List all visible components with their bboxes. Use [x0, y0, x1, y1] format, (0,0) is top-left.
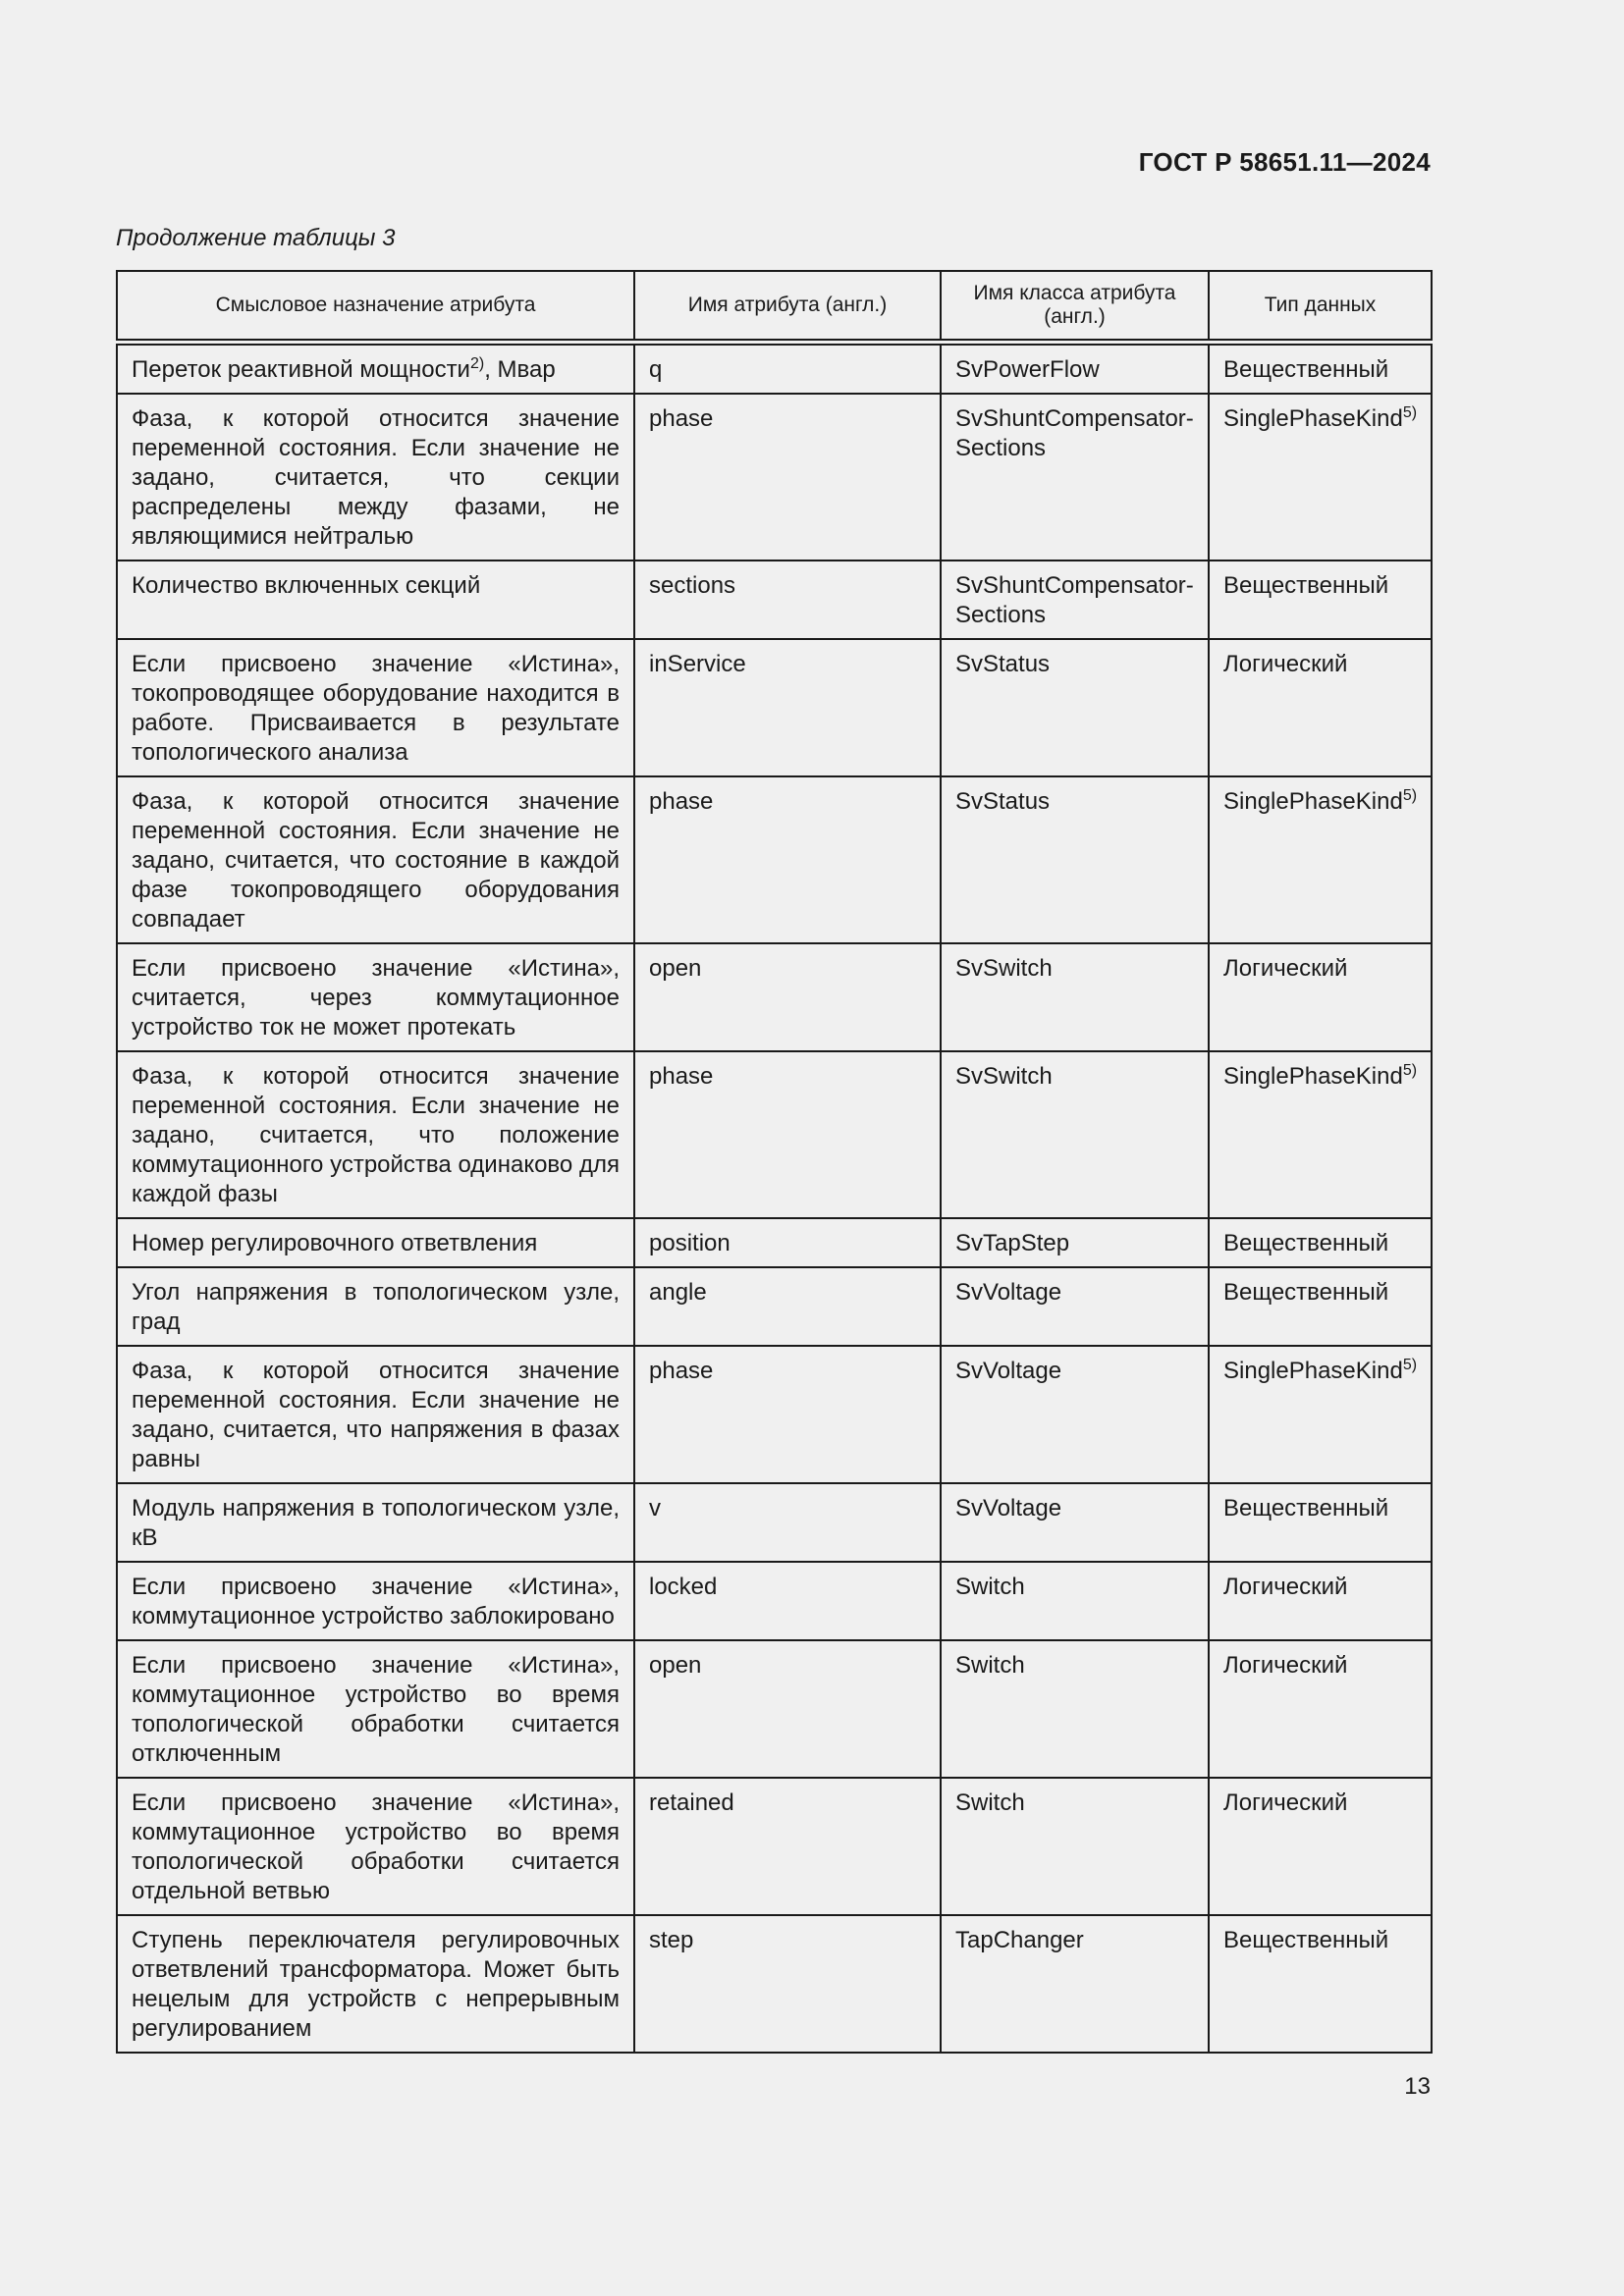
cell-data-type: Вещественный — [1209, 1915, 1432, 2053]
cell-description: Переток реактивной мощности$^{2)}$, Мвар — [117, 342, 634, 394]
cell-data-type: SinglePhaseKind$^{5)}$ — [1209, 1346, 1432, 1483]
cell-description: Фаза, к которой относится значение переменной состояния. Если значение не задано, считается, что положение коммутационного устройства одинаково для каждой фазы — [117, 1051, 634, 1218]
table-row — [117, 943, 1432, 1051]
cell-data-type: SinglePhaseKind$^{5)}$ — [1209, 394, 1432, 561]
cell-attribute-class: SvSwitch — [941, 943, 1209, 1051]
cell-attribute-name: step — [634, 1915, 941, 2053]
cell-attribute-class: SvStatus — [941, 639, 1209, 776]
cell-attribute-name: phase — [634, 776, 941, 943]
cell-attribute-class: SvVoltage — [941, 1346, 1209, 1483]
cell-attribute-class: SvShuntCompensator-Sections — [941, 394, 1209, 561]
cell-data-type: Логический — [1209, 1778, 1432, 1915]
table-row — [117, 1267, 1432, 1346]
table-row — [117, 1218, 1432, 1267]
cell-description: Фаза, к которой относится значение переменной состояния. Если значение не задано, считается, что секции распределены между фазами, не являющимися нейтралью — [117, 394, 634, 561]
cell-data-type: SinglePhaseKind$^{5)}$ — [1209, 776, 1432, 943]
table-body — [117, 342, 1432, 2053]
cell-data-type: Вещественный — [1209, 1218, 1432, 1267]
cell-attribute-name: open — [634, 1640, 941, 1778]
cell-data-type: SinglePhaseKind$^{5)}$ — [1209, 1051, 1432, 1218]
cell-attribute-name: inService — [634, 639, 941, 776]
cell-description: Если присвоено значение «Истина», коммутационное устройство заблокировано — [117, 1562, 634, 1640]
cell-attribute-class: SvTapStep — [941, 1218, 1209, 1267]
cell-attribute-name: retained — [634, 1778, 941, 1915]
cell-data-type: Вещественный — [1209, 1483, 1432, 1562]
cell-description: Ступень переключателя регулировочных ответвлений трансформатора. Может быть нецелым для устройств с непрерывным регулированием — [117, 1915, 634, 2053]
cell-description: Количество включенных секций — [117, 561, 634, 639]
cell-description: Номер регулировочного ответвления — [117, 1218, 634, 1267]
cell-attribute-name: locked — [634, 1562, 941, 1640]
cell-description: Фаза, к которой относится значение переменной состояния. Если значение не задано, считается, что напряжения в фазах равны — [117, 1346, 634, 1483]
cell-attribute-class: TapChanger — [941, 1915, 1209, 2053]
table-row — [117, 1778, 1432, 1915]
cell-attribute-name: phase — [634, 1051, 941, 1218]
cell-data-type: Логический — [1209, 1562, 1432, 1640]
cell-attribute-name: phase — [634, 394, 941, 561]
cell-data-type: Вещественный — [1209, 342, 1432, 394]
table-row — [117, 776, 1432, 943]
cell-attribute-class: SvStatus — [941, 776, 1209, 943]
cell-description: Угол напряжения в топологическом узле, град — [117, 1267, 634, 1346]
page-number: 13 — [1404, 2073, 1431, 2100]
table-header-row — [117, 271, 1432, 342]
table-row — [117, 1051, 1432, 1218]
table-continuation-label: Продолжение таблицы 3 — [116, 225, 396, 251]
cell-data-type: Логический — [1209, 1640, 1432, 1778]
table-row — [117, 342, 1432, 394]
cell-data-type: Логический — [1209, 639, 1432, 776]
document-standard-number: ГОСТ Р 58651.11—2024 — [1138, 147, 1431, 177]
cell-description: Если присвоено значение «Истина», коммутационное устройство во время топологической обработки считается отключенным — [117, 1640, 634, 1778]
table-row — [117, 1483, 1432, 1562]
column-header-attribute-name: Имя атрибута (англ.) — [634, 271, 941, 342]
table-row — [117, 639, 1432, 776]
cell-description: Если присвоено значение «Истина», токопроводящее оборудование находится в работе. Присваивается в результате топологического анализа — [117, 639, 634, 776]
table-row — [117, 1915, 1432, 2053]
cell-description: Модуль напряжения в топологическом узле, кВ — [117, 1483, 634, 1562]
table-row — [117, 1346, 1432, 1483]
cell-attribute-class: SvVoltage — [941, 1267, 1209, 1346]
cell-attribute-class: Switch — [941, 1640, 1209, 1778]
cell-attribute-name: q — [634, 342, 941, 394]
cell-attribute-class: Switch — [941, 1562, 1209, 1640]
cell-attribute-name: open — [634, 943, 941, 1051]
cell-description: Фаза, к которой относится значение переменной состояния. Если значение не задано, считается, что состояние в каждой фазе токопроводящего оборудования совпадает — [117, 776, 634, 943]
column-header-attribute-class: Имя класса атрибута (англ.) — [941, 271, 1209, 342]
cell-data-type: Вещественный — [1209, 561, 1432, 639]
table-row — [117, 1562, 1432, 1640]
cell-attribute-name: sections — [634, 561, 941, 639]
cell-attribute-class: SvSwitch — [941, 1051, 1209, 1218]
attributes-table — [116, 270, 1433, 2054]
cell-attribute-name: position — [634, 1218, 941, 1267]
column-header-description: Смысловое назначение атрибута — [117, 271, 634, 342]
table-row — [117, 1640, 1432, 1778]
cell-attribute-class: SvVoltage — [941, 1483, 1209, 1562]
cell-attribute-class: Switch — [941, 1778, 1209, 1915]
cell-description: Если присвоено значение «Истина», коммутационное устройство во время топологической обработки считается отдельной ветвью — [117, 1778, 634, 1915]
cell-data-type: Вещественный — [1209, 1267, 1432, 1346]
cell-attribute-name: angle — [634, 1267, 941, 1346]
column-header-data-type: Тип данных — [1209, 271, 1432, 342]
cell-data-type: Логический — [1209, 943, 1432, 1051]
cell-attribute-name: v — [634, 1483, 941, 1562]
cell-description: Если присвоено значение «Истина», считается, через коммутационное устройство ток не может протекать — [117, 943, 634, 1051]
table-row — [117, 394, 1432, 561]
cell-attribute-class: SvShuntCompensator-Sections — [941, 561, 1209, 639]
cell-attribute-name: phase — [634, 1346, 941, 1483]
cell-attribute-class: SvPowerFlow — [941, 342, 1209, 394]
table-row — [117, 561, 1432, 639]
